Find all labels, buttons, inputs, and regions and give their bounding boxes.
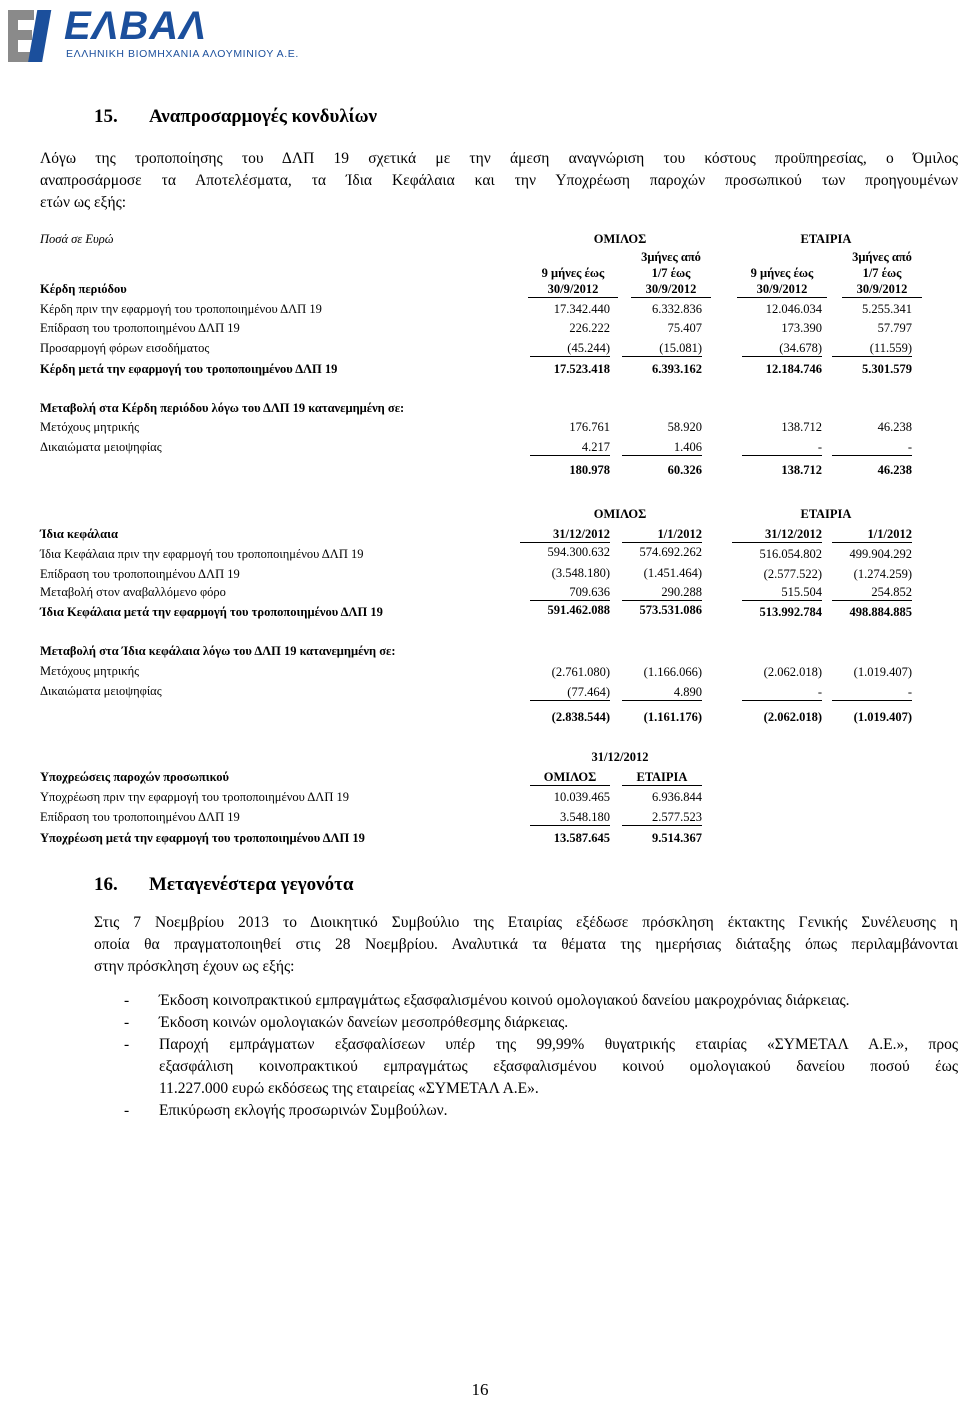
t2-total-cell: 591.462.088: [547, 603, 610, 617]
para-line-1: Στις 7 Νοεμβρίου 2013 το Διοικητικό Συμβούλιο της Εταιρίας εξέδωσε πρόσκληση έκτακτης Γενικής Συνέλευσης η: [94, 914, 958, 931]
t2-row-label: Ίδια Κεφάλαια πριν την εφαρμογή του τροποποιημένου ΔΛΠ 19: [40, 547, 364, 561]
section-16-title: Μεταγενέστερα γεγονότα: [149, 874, 354, 895]
t2-cell: 594.300.632: [547, 545, 610, 559]
t2-alloc-cell: (2.062.018): [763, 665, 822, 679]
t1-col2-line1: 3μήνες από: [641, 250, 701, 264]
t2-alloc-cell: -: [742, 685, 822, 701]
t3-row-label: Υποχρέωση πριν την εφαρμογή του τροποποιημένου ΔΛΠ 19: [40, 790, 350, 804]
t2-row-label: Μεταβολή στον αναβαλλόμενο φόρο: [40, 585, 226, 599]
t2-total-cell: 573.531.086: [639, 603, 702, 617]
t3-cell: 6.936.844: [652, 790, 702, 804]
t1-col1-line2: 30/9/2012: [528, 282, 618, 298]
t3-total-cell: 13.587.645: [553, 831, 610, 845]
t2-total-label: Ίδια Κεφάλαια μετά την εφαρμογή του τροποποιημένου ΔΛΠ 19: [40, 605, 383, 619]
t1-alloc-label: Μετόχους μητρικής: [40, 420, 140, 434]
t1-row-label: Κέρδη πριν την εφαρμογή του τροποποιημένου ΔΛΠ 19: [40, 302, 322, 316]
t1-cell: 6.332.836: [652, 302, 702, 316]
t1-alloc-cell: 58.920: [667, 420, 702, 434]
bullet-dash: -: [124, 1102, 130, 1119]
t2-cell: 254.852: [832, 585, 912, 601]
t2-alloc-cell: -: [832, 685, 912, 701]
t2-alloc-total: (1.161.176): [643, 710, 702, 724]
t1-cell: 17.342.440: [553, 302, 610, 316]
t1-total-cell: 17.523.418: [553, 362, 610, 376]
t1-col3-line2: 30/9/2012: [737, 282, 827, 298]
t1-col4-line2: 1/7 έως: [862, 266, 902, 280]
t1-alloc-total: 46.238: [877, 463, 912, 477]
t2-alloc-cell: (1.019.407): [853, 665, 912, 679]
bullet-dash: -: [124, 992, 130, 1009]
t1-alloc-cell: -: [742, 440, 822, 456]
t1-col2-line2: 1/7 έως: [651, 266, 691, 280]
t3-row-label: Επίδραση του τροποποιημένου ΔΛΠ 19: [40, 810, 240, 824]
t1-alloc-title: Μεταβολή στα Κέρδη περιόδου λόγω του ΔΛΠ 19 κατανεμημένη σε:: [40, 401, 405, 415]
bullet-item-3: [159, 1034, 958, 1100]
t1-row-label: Επίδραση του τροποποιημένου ΔΛΠ 19: [40, 321, 240, 335]
t2-cell: 290.288: [622, 585, 702, 601]
para-line-3: στην πρόσκληση έχουν ως εξής:: [94, 958, 295, 975]
bullet-dash: -: [124, 1014, 130, 1031]
t3-company-label: ΕΤΑΙΡΙΑ: [622, 770, 702, 786]
t1-col2-line3: 30/9/2012: [631, 282, 711, 298]
elval-logo-icon: [4, 6, 56, 66]
t2-total-cell: 498.884.885: [849, 605, 912, 619]
t1-cell: 226.222: [569, 321, 610, 335]
intro-line-3: ετών ως εξής:: [40, 194, 127, 211]
t1-alloc-total: 60.326: [667, 463, 702, 477]
t1-col1-line1: 9 μήνες έως: [541, 266, 605, 280]
t2-company-label: ΕΤΑΙΡΙΑ: [800, 507, 852, 521]
t1-alloc-total: 138.712: [781, 463, 822, 477]
section-15-number: 15.: [94, 106, 118, 127]
t1-alloc-cell: 46.238: [877, 420, 912, 434]
t2-alloc-total: (2.062.018): [763, 710, 822, 724]
t2-alloc-total: (1.019.407): [853, 710, 912, 724]
t1-cell: 12.046.034: [765, 302, 822, 316]
section-15-intro: [40, 148, 958, 214]
bullet-item-2: Έκδοση κοινών ομολογιακών δανείων μεσοπρόθεσμης διάρκειας.: [159, 1014, 569, 1031]
t1-total-cell: 6.393.162: [652, 362, 702, 376]
t3-group-label: ΟΜΙΛΟΣ: [530, 770, 610, 786]
logo-tagline: ΕΛΛΗΝΙΚΗ ΒΙΟΜΗΧΑΝΙΑ ΑΛΟΥΜΙΝΙΟΥ Α.Ε.: [66, 48, 299, 60]
t3-cell: 3.548.180: [530, 810, 610, 826]
bullet-item-1: Έκδοση κοινοπρακτικού εμπραγμάτως εξασφαλισμένου κοινού ομολογιακού δανείου μακροχρόνιας διάρκειας.: [159, 992, 850, 1009]
t1-col4-line3: 30/9/2012: [842, 282, 922, 298]
t2-cell: 709.636: [530, 585, 610, 601]
t1-alloc-cell: -: [832, 440, 912, 456]
t2-alloc-label: Δικαιώματα μειοψηφίας: [40, 684, 162, 698]
t2-alloc-total: (2.838.544): [551, 710, 610, 724]
t1-col4-line1: 3μήνες από: [852, 250, 912, 264]
t2-alloc-cell: (2.761.080): [551, 665, 610, 679]
t2-cell: 516.054.802: [759, 547, 822, 561]
t2-alloc-label: Μετόχους μητρικής: [40, 664, 140, 678]
t1-row-label: Προσαρμογή φόρων εισοδήματος: [40, 341, 210, 355]
t3-cell: 2.577.523: [622, 810, 702, 826]
t2-alloc-cell: (77.464): [530, 685, 610, 701]
t1-company-label: ΕΤΑΙΡΙΑ: [800, 232, 852, 246]
t1-cell: (34.678): [742, 341, 822, 357]
section-16-paragraph: [94, 912, 958, 978]
bullet-item-4: Επικύρωση εκλογής προσωρινών Συμβούλων.: [159, 1102, 448, 1119]
t2-cell: (2.577.522): [763, 567, 822, 581]
t1-alloc-label: Δικαιώματα μειοψηφίας: [40, 440, 162, 454]
t1-alloc-cell: 138.712: [781, 420, 822, 434]
t1-cell: (45.244): [530, 341, 610, 357]
currency-note: Ποσά σε Ευρώ: [40, 232, 114, 246]
t2-alloc-title: Μεταβολή στα Ίδια κεφάλαια λόγω του ΔΛΠ 19 κατανεμημένη σε:: [40, 644, 396, 658]
bullet-3-line-3: 11.227.000 ευρώ εκδόσεως της εταιρείας «ΣΥΜΕΤΑΛ Α.Ε».: [159, 1080, 539, 1097]
t2-cell: (1.274.259): [853, 567, 912, 581]
t1-total-cell: 12.184.746: [765, 362, 822, 376]
t2-group-label: ΟΜΙΛΟΣ: [593, 507, 647, 521]
t3-total-label: Υποχρέωση μετά την εφαρμογή του τροποποιημένου ΔΛΠ 19: [40, 831, 365, 845]
t2-cell: (3.548.180): [551, 566, 610, 580]
logo-wordmark: ΕΛΒΑΛ: [64, 4, 207, 48]
t2-col-header: 1/1/2012: [832, 527, 912, 543]
t2-col-header: 31/12/2012: [520, 527, 610, 543]
t2-cell: 574.692.262: [639, 545, 702, 559]
t1-alloc-cell: 1.406: [622, 440, 702, 456]
intro-line-2: αναπροσάρμοσε τα Αποτελέσματα, τα Ίδια Κεφάλαια και την Υποχρέωση παροχών προσωπικού των προηγουμένων: [40, 172, 958, 189]
bullet-3-line-1: Παροχή εμπράγματων εξασφαλίσεων υπέρ της 99,99% θυγατρικής εταιρίας «ΣΥΜΕΤΑΛ Α.Ε.», προς: [159, 1036, 958, 1053]
t1-cell: (15.081): [622, 341, 702, 357]
t2-row-label: Επίδραση του τροποποιημένου ΔΛΠ 19: [40, 567, 240, 581]
t1-cell: 5.255.341: [862, 302, 912, 316]
t1-cell: (11.559): [832, 341, 912, 357]
intro-line-1: Λόγω της τροποποίησης του ΔΛΠ 19 σχετικά με την άμεση αναγνώριση του κόστους προϋπηρεσίας, ο Όμιλος: [40, 150, 958, 167]
t1-alloc-cell: 4.217: [530, 440, 610, 456]
t1-col3-line1: 9 μήνες έως: [750, 266, 814, 280]
t3-cell: 10.039.465: [553, 790, 610, 804]
t3-date: 31/12/2012: [591, 750, 649, 764]
t1-cell: 173.390: [781, 321, 822, 335]
section-16-heading: [94, 874, 354, 896]
section-15-title: Αναπροσαρμογές κονδυλίων: [149, 106, 377, 127]
t2-row-header: Ίδια κεφάλαια: [40, 527, 119, 541]
page-number: 16: [471, 1380, 489, 1399]
t2-col-header: 1/1/2012: [622, 527, 702, 543]
t2-alloc-cell: 4.890: [622, 685, 702, 701]
t1-group-label: ΟΜΙΛΟΣ: [593, 232, 647, 246]
t1-alloc-cell: 176.761: [569, 420, 610, 434]
t2-total-cell: 513.992.784: [759, 605, 822, 619]
para-line-2: οποία θα πραγματοποιηθεί στις 28 Νοεμβρίου. Αναλυτικά τα θέματα της ημερήσιας διάταξης όπως περιλαμβάνονται: [94, 936, 958, 953]
bullet-dash: -: [124, 1036, 130, 1053]
t1-total-cell: 5.301.579: [862, 362, 912, 376]
section-15-heading: [94, 106, 377, 128]
t1-row-header: Κέρδη περιόδου: [40, 282, 127, 296]
t3-total-cell: 9.514.367: [652, 831, 702, 845]
t2-col-header: 31/12/2012: [732, 527, 822, 543]
t1-cell: 75.407: [667, 321, 702, 335]
t2-cell: (1.451.464): [643, 566, 702, 580]
t2-alloc-cell: (1.166.066): [643, 665, 702, 679]
t1-cell: 57.797: [877, 321, 912, 335]
t2-cell: 499.904.292: [849, 547, 912, 561]
t3-row-header: Υποχρεώσεις παροχών προσωπικού: [40, 770, 229, 784]
t1-alloc-total: 180.978: [569, 463, 610, 477]
t2-cell: 515.504: [742, 585, 822, 601]
bullet-3-line-2: εξασφάλιση κοινοπρακτικού εμπραγμάτως εξασφαλισμένου κοινού ομολογιακού δανείου ποσού έως: [159, 1058, 958, 1075]
t1-total-label: Κέρδη μετά την εφαρμογή του τροποποιημένου ΔΛΠ 19: [40, 362, 338, 376]
section-16-number: 16.: [94, 874, 118, 895]
